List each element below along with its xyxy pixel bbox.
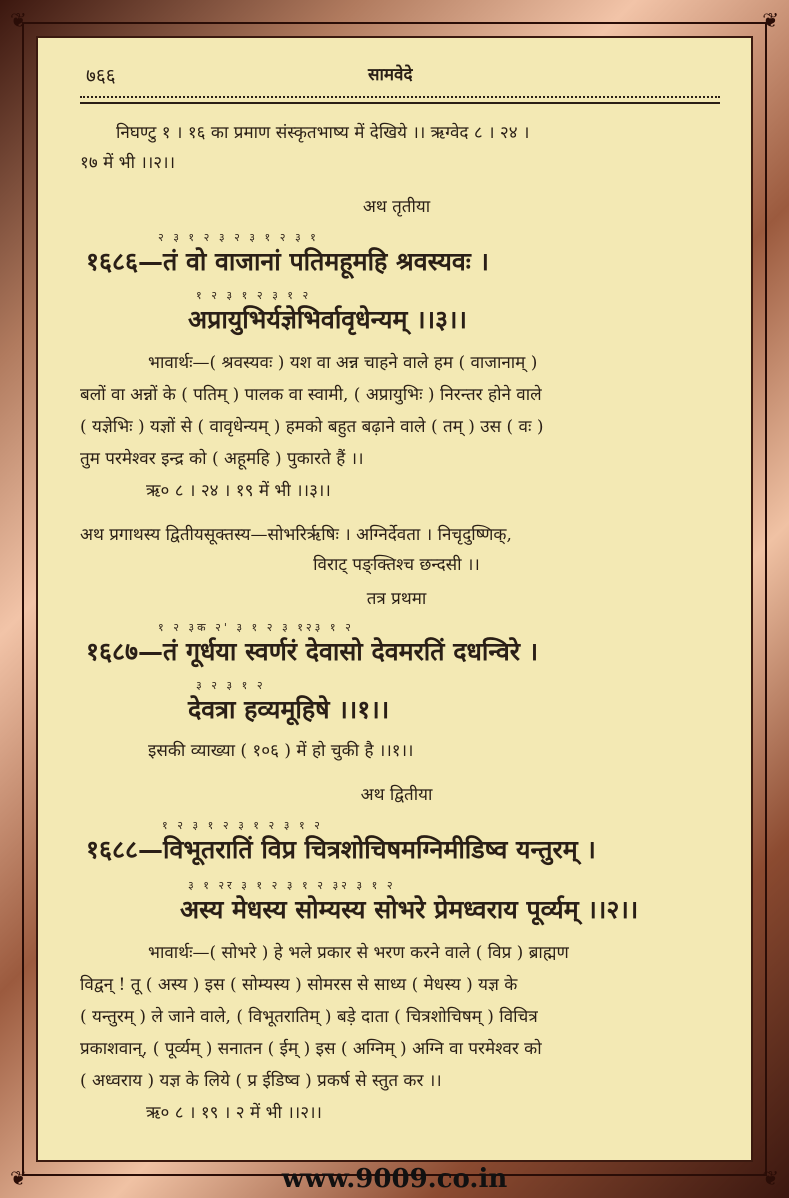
text-line: ( अध्वराय ) यज्ञ के लिये ( प्र ईडिष्व ) प्रकर्ष से स्तुत कर ।। <box>80 1071 442 1091</box>
reference-line: ऋ० ८ । २४ । १९ में भी ।।३।। <box>146 481 331 501</box>
corner-swirl-icon: ❦ <box>10 8 27 32</box>
text-line: इसकी व्याख्या ( १०६ ) में हो चुकी है ।।१।। <box>148 741 414 761</box>
corner-swirl-icon: ❦ <box>10 1166 27 1190</box>
text-line: ( यज्ञेभिः ) यज्ञों से ( वावृधेन्यम् ) हमको बहुत बढ़ाने वाले ( तम् ) उस ( वः ) <box>80 417 544 437</box>
reference-line: ऋ० ८ । १९ । २ में भी ।।२।। <box>146 1103 322 1123</box>
page-header-title: सामवेदे <box>368 65 413 85</box>
page-number: ७६६ <box>86 65 116 87</box>
text-line: प्रकाशवान्, ( पूर्व्यम् ) सनातन ( ईम् ) इस ( अग्निम् ) अग्नि वा परमेश्वर को <box>80 1039 542 1059</box>
text-line: भावार्थः—( श्रवस्यवः ) यश वा अन्न चाहने वाले हम ( वाजानाम् ) <box>148 353 538 373</box>
book-page <box>36 36 753 1162</box>
text-line: विद्वन् ! तू ( अस्य ) इस ( सोम्यस्य ) सोमरस से साध्य ( मेधस्य ) यज्ञ के <box>80 975 518 995</box>
text-line: विराट् पङ्क्तिश्च छन्दसी ।। <box>313 555 480 575</box>
mantra-line: अप्रायुभिर्यज्ञेभिर्वावृधेन्यम् ।।३।। <box>188 305 468 334</box>
mantra-line: १६८६—तं वो वाजानां पतिमहूमहि श्रवस्यवः । <box>86 247 489 276</box>
accent-marks: १ २ ३ १ २ ३ १ २ ३ १ २ <box>162 819 323 832</box>
accent-marks: ३ १ २र ३ १ २ ३ १ २ ३२ ३ १ २ <box>188 879 396 892</box>
accent-marks: २ ३ १ २ ३ २ ३ १ २ ३ १ <box>158 231 319 244</box>
text-line: भावार्थः—( सोभरे ) हे भले प्रकार से भरण करने वाले ( विप्र ) ब्राह्मण <box>148 943 569 963</box>
text-line: बलों वा अन्नों के ( पतिम् ) पालक वा स्वामी, ( अप्रायुभिः ) निरन्तर होने वाले <box>80 385 542 405</box>
text-line: १७ में भी ।।२।। <box>80 153 176 173</box>
mantra-line: अस्य मेधस्य सोम्यस्य सोभरे प्रेमध्वराय पूर्व्यम् ।।२।। <box>180 895 639 924</box>
mantra-line: १६८७—तं गूर्धया स्वर्णरं देवासो देवमरतिं दधन्विरे । <box>86 637 539 666</box>
text-line: अथ प्रगाथस्य द्वितीयसूक्तस्य—सोभरिर्ऋषिः । अग्निर्देवता । निचृदुष्णिक्, <box>80 525 512 545</box>
text-line: तुम परमेश्वर इन्द्र को ( अहूमहि ) पुकारते हैं ।। <box>80 449 364 469</box>
accent-marks: १ २ ३ १ २ ३ १ २ <box>196 289 312 302</box>
header-rule <box>80 96 720 104</box>
mantra-line: १६८८—विभूतरातिं विप्र चित्रशोचिषमग्निमीडिष्व यन्तुरम् । <box>86 835 596 864</box>
accent-marks: ३ २ ३ १ २ <box>196 679 266 692</box>
section-heading: तत्र प्रथमा <box>366 589 427 609</box>
text-line: ( यन्तुरम् ) ले जाने वाले, ( विभूतरातिम् ) बड़े दाता ( चित्रशोचिषम् ) विचित्र <box>80 1007 538 1027</box>
mantra-line: देवत्रा हव्यमूहिषे ।।१।। <box>188 695 390 724</box>
section-heading: अथ द्वितीया <box>360 785 433 805</box>
accent-marks: १ २ ३क २' ३ १ २ ३ १२३ १ २ <box>158 621 354 634</box>
footer-website: www.9009.co.in <box>281 1164 508 1194</box>
text-line: निघण्टु १ । १६ का प्रमाण संस्कृतभाष्य में देखिये ।। ऋग्वेद ८ । २४ । <box>116 123 530 143</box>
section-heading: अथ तृतीया <box>362 197 431 217</box>
corner-swirl-icon: ❦ <box>762 1166 779 1190</box>
corner-swirl-icon: ❦ <box>762 8 779 32</box>
